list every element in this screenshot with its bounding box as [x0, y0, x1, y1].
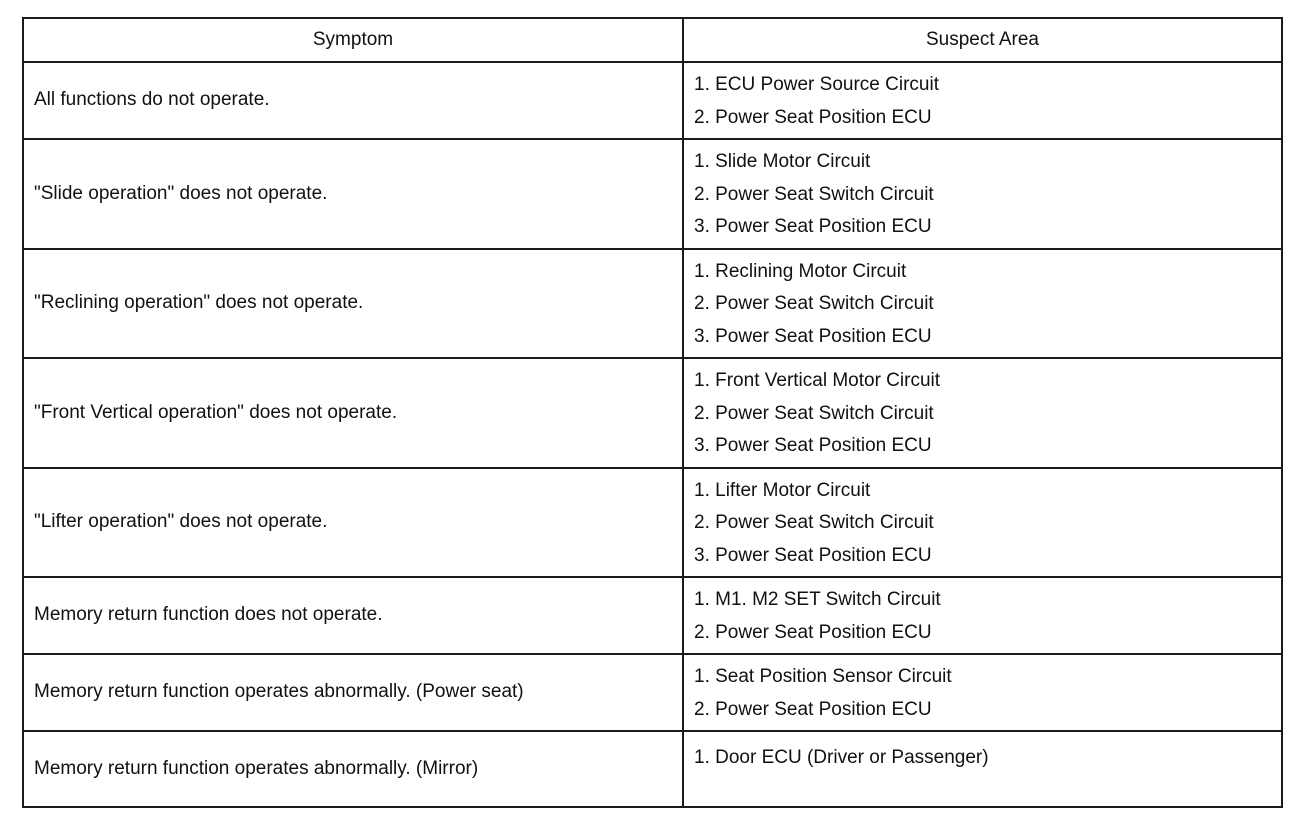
table-row [23, 731, 1282, 807]
suspect-area-item: 2. Power Seat Switch Circuit [694, 512, 934, 533]
symptom-cell: All functions do not operate. [23, 62, 683, 139]
suspect-area-column-header: Suspect Area [683, 18, 1282, 62]
symptom-cell: "Front Vertical operation" does not operate. [23, 358, 683, 468]
suspect-area-item: 2. Power Seat Position ECU [694, 698, 932, 720]
suspect-area-cell [683, 468, 1282, 578]
symptom-cell: Memory return function operates abnormally. (Power seat) [23, 654, 683, 731]
table-body [23, 62, 1282, 807]
symptom-cell: Memory return function operates abnormally. (Mirror) [23, 731, 683, 807]
table-row [23, 358, 1282, 468]
symptom-cell: "Reclining operation" does not operate. [23, 249, 683, 359]
suspect-area-item: 1. Reclining Motor Circuit [694, 260, 907, 282]
header-row [23, 18, 1282, 62]
table-row [23, 62, 1282, 139]
suspect-area-cell [683, 731, 1282, 807]
suspect-area-cell [683, 139, 1282, 249]
suspect-area-item: 1. Lifter Motor Circuit [694, 479, 871, 501]
table-row [23, 249, 1282, 359]
suspect-area-item: 1. Door ECU (Driver or Passenger) [694, 747, 989, 768]
table-row [23, 139, 1282, 249]
suspect-area-item: 1. Seat Position Sensor Circuit [694, 666, 952, 687]
suspect-area-cell [683, 654, 1282, 731]
suspect-area-item: 1. ECU Power Source Circuit [694, 74, 939, 95]
suspect-area-cell [683, 577, 1282, 654]
suspect-area-item: 2. Power Seat Position ECU [694, 621, 932, 643]
suspect-area-item: 3. Power Seat Position ECU [694, 544, 932, 566]
suspect-area-item: 1. M1. M2 SET Switch Circuit [694, 589, 941, 610]
table-row [23, 654, 1282, 731]
table-header [23, 18, 1282, 62]
suspect-area-item: 2. Power Seat Switch Circuit [694, 293, 934, 314]
suspect-area-item: 2. Power Seat Switch Circuit [694, 183, 934, 205]
suspect-area-item: 2. Power Seat Position ECU [694, 106, 932, 128]
suspect-area-cell [683, 62, 1282, 139]
suspect-area-cell [683, 358, 1282, 468]
suspect-area-item: 3. Power Seat Position ECU [694, 325, 932, 347]
symptom-table [22, 17, 1283, 808]
suspect-area-cell [683, 249, 1282, 359]
suspect-area-item: 2. Power Seat Switch Circuit [694, 402, 934, 424]
suspect-area-item: 1. Slide Motor Circuit [694, 151, 871, 172]
symptom-cell: "Slide operation" does not operate. [23, 139, 683, 249]
symptom-cell: "Lifter operation" does not operate. [23, 468, 683, 578]
symptom-column-header: Symptom [23, 18, 683, 62]
symptom-cell: Memory return function does not operate. [23, 577, 683, 654]
suspect-area-item: 3. Power Seat Position ECU [694, 216, 932, 237]
suspect-area-item: 1. Front Vertical Motor Circuit [694, 370, 941, 391]
suspect-area-item: 3. Power Seat Position ECU [694, 435, 932, 456]
table-row [23, 577, 1282, 654]
table-row [23, 468, 1282, 578]
